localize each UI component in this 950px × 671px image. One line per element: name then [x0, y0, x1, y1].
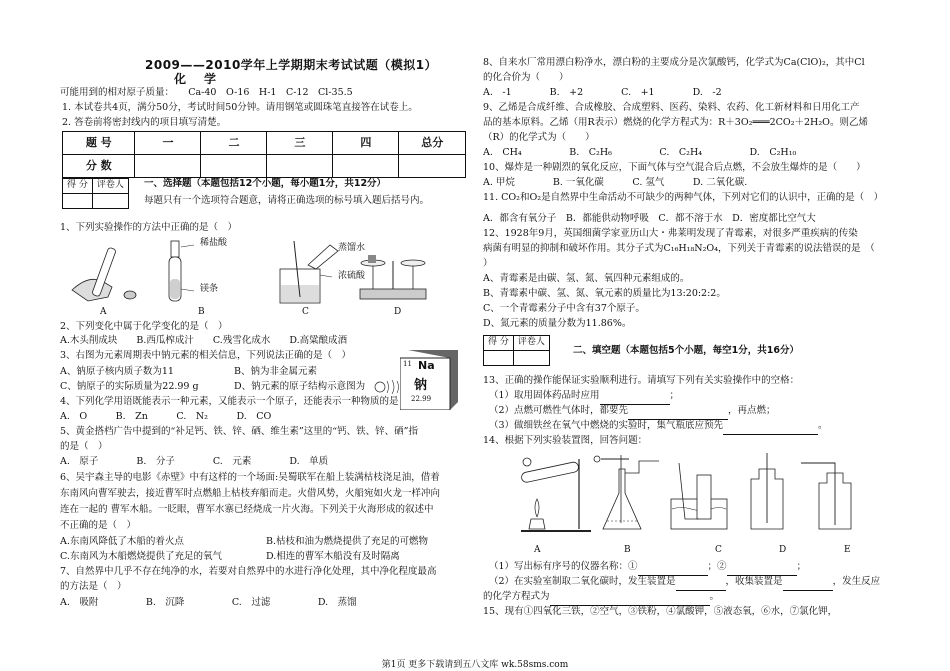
question-13-2: （2）点燃可燃性气体时，都要先 ，再点燃； — [489, 404, 776, 420]
question-12-line-1: 12、1928年9月，英国细菌学家亚历山大・弗莱明发现了青霉素，对很多严重疾病的传染 — [483, 228, 858, 239]
question-6-c: C.东南风为木船燃烧提供了充足的氧气 — [60, 551, 222, 562]
question-5-line-2: 的是（ ） — [60, 441, 108, 452]
score-header-cell: 三 — [267, 132, 333, 155]
q14-apparatus-c — [671, 463, 727, 529]
q14-apparatus-e — [801, 463, 851, 529]
question-4-options: A. O B. Zn C. N₂ D. CO — [60, 411, 272, 422]
question-5-options: A. 原子 B. 分子 C. 元素 D. 单质 — [60, 456, 329, 467]
na-atomic-mass: 22.99 — [411, 395, 432, 403]
question-8-line-1: 8、自来水厂常用漂白粉净水，漂白粉的主要成分是次氯酸钙，化学式为Ca(ClO)₂，其中Cl — [483, 57, 865, 68]
question-10: 10、爆炸是一种剧烈的氧化反应，下面气体与空气混合后点燃，不会放生爆炸的是（ ） — [483, 162, 866, 173]
score-header-cell: 四 — [333, 132, 399, 155]
question-11: 11. CO₂和O₂是自然界中生命活动不可缺少的两种气体，下列对它们的认识中，正确的是（ ） — [483, 192, 884, 203]
q1-apparatus-figures — [68, 235, 448, 315]
na-symbol: Na — [418, 359, 435, 372]
question-3-b: B、钠为非金属元素 — [234, 366, 317, 377]
atomic-masses: 可能用到的相对原子质量： Ca-40 O-16 H-1 C-12 Cl-35.5 — [60, 87, 353, 98]
q1-option-d: D — [394, 307, 402, 317]
question-6-line-3: 连在一起的 曹军木船。一眨眼，曹军水寨已经烧成一片火海。下列关于火海形成的叙述中 — [60, 504, 434, 515]
q1-figure-d — [360, 255, 426, 299]
question-6-b: B.枯枝和油为燃烧提供了充足的可燃物 — [266, 536, 429, 547]
grader-score-label: 得 分 — [484, 336, 514, 351]
na-name: 钠 — [414, 378, 428, 393]
question-12-b: B、青霉素中碳、氢、氮、氧元素的质量比为13:20:2:2。 — [483, 288, 726, 299]
question-10-options: A. 甲烷 B. 一氧化碳 C. 氢气 D. 二氧化碳. — [483, 177, 748, 188]
answer-blank[interactable] — [638, 560, 708, 576]
score-header-cell: 一 — [135, 132, 201, 155]
section-2-title: 二、填空题（本题包括5个小题，每空1分，共16分） — [573, 345, 799, 356]
question-9-line-3: （R）的化学式为（ ） — [483, 132, 595, 143]
question-6-line-2: 东南风向曹军驶去，接近曹军时点燃船上枯枝弃船而走。火借风势，火船宛如火龙一样冲向 — [60, 488, 441, 499]
question-14-1: （1）写出标有序号的仪器名称：① ；② ； — [489, 560, 806, 576]
grader-box-2 — [483, 335, 550, 366]
q1-option-c: C — [302, 307, 309, 317]
grader-score-label: 得 分 — [63, 179, 93, 194]
score-cell[interactable] — [267, 155, 333, 178]
question-12-a: A、青霉素是由碳、氢、氮、氧四种元素组成的。 — [483, 273, 690, 284]
question-12-line-2: 病菌有明显的抑制和破坏作用。其分子式为C₁₆H₁₈N₂O₄，下列关于青霉素的说法错误的是 （ — [483, 243, 875, 254]
question-3-c: C、钠原子的实际质量为22.99 g — [60, 381, 199, 392]
question-5-line-1: 5、黄金搭档广告中提到的“补足钙、铁、锌、硒、维生素”这里的“钙、铁、锌、硒”指 — [60, 426, 418, 437]
question-7-line-1: 7、自然界中几乎不存在纯净的水，若要对自然界中的水进行净化处理，其中净化程度最高 — [60, 566, 437, 577]
grader-reviewer-label: 评卷人 — [92, 179, 128, 194]
q1-figure-b — [169, 241, 194, 301]
q14-apparatus-a — [521, 458, 591, 531]
exam-title: 2009——2010学年上学期期末考试试题（模拟1） — [145, 58, 438, 72]
question-4: 4、下列化学用语既能表示一种元素，又能表示一个原子，还能表示一种物质的是 — [60, 396, 399, 407]
question-13-3: （3）做细铁丝在氧气中燃烧的实验时，集气瓶底应预先 。 — [489, 419, 828, 435]
sodium-element-tile — [400, 350, 458, 410]
q1-option-a: A — [100, 307, 107, 317]
grader-reviewer-cell[interactable] — [513, 350, 549, 365]
answer-blank[interactable] — [723, 419, 818, 435]
score-header-cell: 二 — [201, 132, 267, 155]
exam-subject: 化学 — [174, 72, 235, 86]
answer-blank[interactable] — [600, 389, 670, 405]
page-footer: 第1页 更多下载请到五八文库 wk.58sms.com — [381, 660, 569, 670]
grader-reviewer-label: 评卷人 — [513, 336, 549, 351]
q1-figure-a — [72, 247, 136, 301]
question-14: 14、根据下列实验装置图，回答问题： — [483, 435, 648, 446]
q14-option-b: B — [624, 545, 631, 555]
answer-blank[interactable] — [676, 575, 726, 591]
question-3-d: D、钠元素的原子结构示意图为 — [234, 381, 366, 392]
q14-option-e: E — [844, 545, 851, 555]
section-1-desc: 每题只有一个选项符合题意，请将正确选项的标号填入题后括号内。 — [144, 195, 430, 206]
grader-score-cell[interactable] — [63, 193, 93, 208]
q14-option-a: A — [534, 545, 541, 555]
question-8-line-2: 的化合价为（ ） — [483, 72, 569, 83]
q1-option-b: B — [198, 307, 205, 317]
note-2: 2. 答卷前将密封线内的项目填写清楚。 — [62, 117, 227, 128]
question-11-options: A．都含有氧分子 B．都能供动物呼吸 C．都不溶于水 D．密度都比空气大 — [483, 213, 816, 224]
q14-apparatus-figures — [501, 449, 881, 539]
grader-box-1 — [62, 178, 129, 209]
score-cell[interactable] — [135, 155, 201, 178]
question-9-options: A. CH₄ B. C₂H₆ C. C₂H₄ D. C₂H₁₀ — [483, 147, 797, 158]
score-cell[interactable] — [399, 155, 466, 178]
question-2-options: A.木头削成块 B.西瓜榨成汁 C.残雪化成水 D.高粱酿成酒 — [60, 335, 348, 346]
answer-blank[interactable] — [550, 590, 710, 606]
score-row-label: 分 数 — [63, 155, 135, 178]
score-cell[interactable] — [333, 155, 399, 178]
q14-option-c: C — [715, 545, 722, 555]
question-6-d: D.相连的曹军木船没有及时隔离 — [266, 551, 400, 562]
label-conc-h2so4: 浓硫酸 — [338, 271, 366, 281]
grader-score-cell[interactable] — [484, 350, 514, 365]
label-dilute-hcl: 稀盐酸 — [200, 238, 228, 248]
question-12-c: C、一个青霉素分子中含有37个原子。 — [483, 303, 645, 314]
question-15: 15、现有①四氧化三铁，②空气，③铁粉，④氯酸钾，⑤液态氧，⑥水，⑦氯化钾， — [483, 606, 838, 617]
question-8-options: A. -1 B. +2 C. +1 D. -2 — [483, 87, 722, 98]
score-header-cell: 总分 — [399, 132, 466, 155]
label-mg-ribbon: 镁条 — [200, 284, 219, 294]
question-7-line-2: 的方法是（ ） — [60, 581, 127, 592]
question-6-line-4: 不正确的是（ ） — [60, 520, 137, 531]
question-12-line-3: ） — [483, 258, 493, 269]
q1-figure-c — [280, 241, 338, 303]
answer-blank[interactable] — [783, 575, 833, 591]
question-14-2: （2）在实验室制取二氧化碳时，发生装置是 ，收集装置是 ，发生反应 — [489, 575, 880, 591]
label-distilled-water: 蒸馏水 — [338, 243, 366, 253]
question-2: 2、下列变化中属于化学变化的是（ ） — [60, 321, 228, 332]
score-cell[interactable] — [201, 155, 267, 178]
question-6-line-1: 6、吴宇森主导的电影《赤壁》中有这样的一个场面:吴蜀联军在船上装满枯枝浇足油，借着 — [60, 472, 440, 483]
answer-blank[interactable] — [628, 404, 728, 420]
question-7-options: A. 吸附 B. 沉降 C. 过滤 D. 蒸馏 — [60, 597, 357, 608]
section-1-title: 一、选择题（本题包括12个小题，每小题1分，共12分） — [144, 178, 387, 189]
question-1: 1、下列实验操作的方法中正确的是（ ） — [60, 222, 238, 233]
question-6-a: A.东南风降低了木船的着火点 — [60, 536, 184, 547]
question-12-d: D、氮元素的质量分数为11.86%。 — [483, 318, 632, 329]
question-9-line-1: 9、乙烯是合成纤维、合成橡胶、合成塑料、医药、染料、农药、化工新材料和日用化工产 — [483, 102, 860, 113]
note-1: 1. 本试卷共4页，满分50分，考试时间50分钟。请用钢笔或圆珠笔直接答在试卷上。 — [62, 102, 418, 113]
q14-option-d: D — [779, 545, 787, 555]
score-header-cell: 题 号 — [63, 132, 135, 155]
question-3-a: A、钠原子核内质子数为11 — [60, 366, 174, 377]
sodium-atom-diagram — [374, 378, 402, 396]
na-atomic-number: 11 — [403, 360, 412, 368]
answer-blank[interactable] — [727, 560, 797, 576]
q14-apparatus-b — [594, 455, 659, 529]
score-table — [62, 131, 466, 178]
question-13: 13、正确的操作能保证实验顺利进行。请填写下列有关实验操作中的空格： — [483, 375, 800, 386]
question-13-1: （1）取用固体药品时应用 ； — [489, 389, 679, 405]
q14-apparatus-d — [751, 453, 783, 529]
question-9-line-2: 品的基本原料。乙烯（用R表示）燃烧的化学方程式为：R＋3O₂═══2CO₂＋2H₂O。则乙烯 — [483, 117, 868, 128]
grader-reviewer-cell[interactable] — [92, 193, 128, 208]
question-3: 3、右图为元素周期表中钠元素的相关信息，下列说法正确的是（ ） — [60, 350, 352, 361]
question-14-2-equation: 的化学方程式为 。 — [483, 590, 719, 606]
